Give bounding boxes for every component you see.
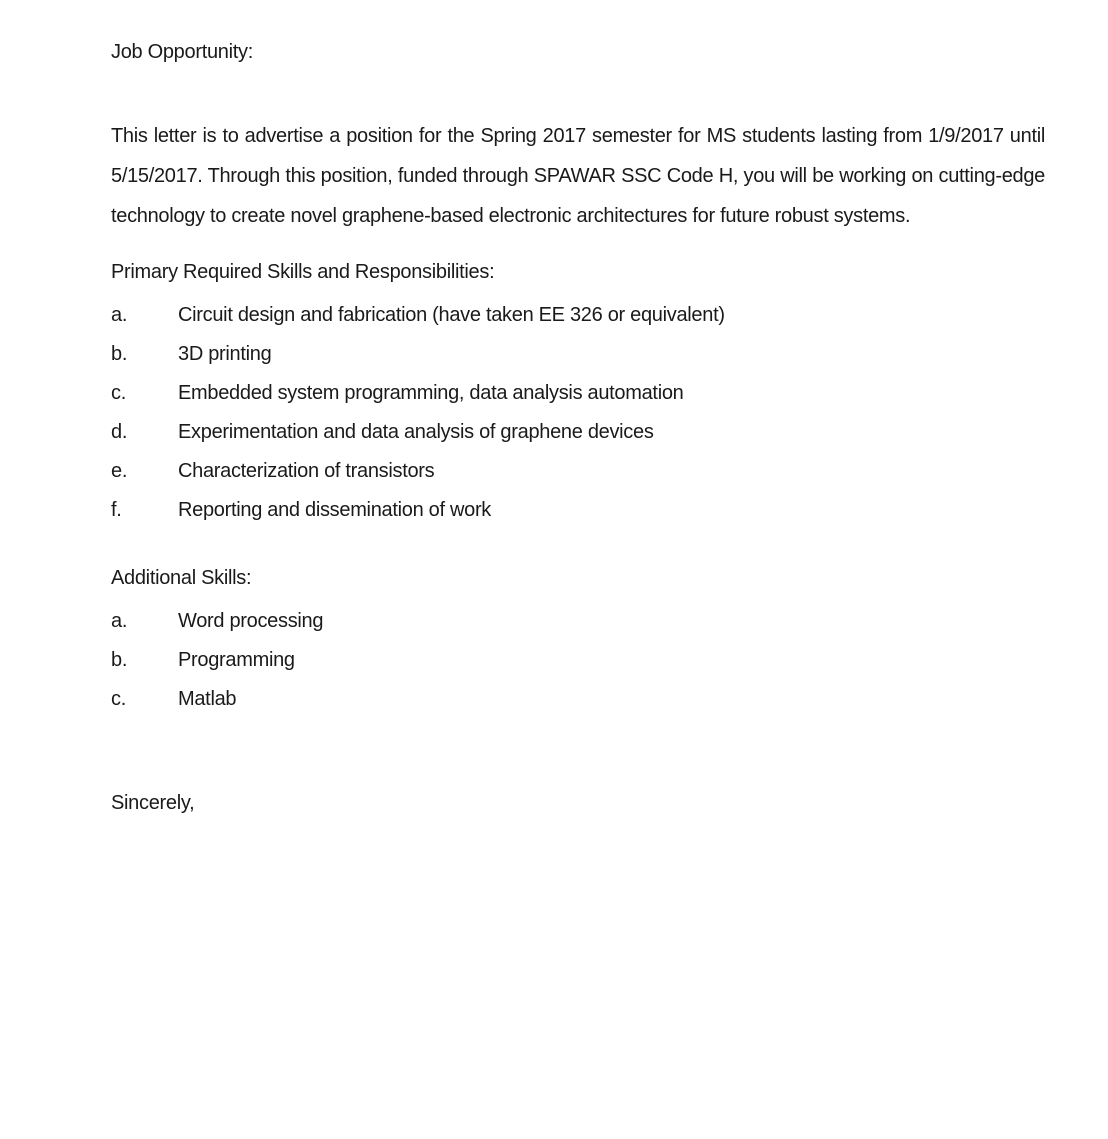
list-marker: d. [111,421,128,443]
additional-skills-list [111,602,1045,719]
list-item [111,296,1045,335]
list-marker: b. [111,343,128,365]
list-item [111,641,1045,680]
primary-skills-title: Primary Required Skills and Responsibilities: [111,261,495,283]
list-item [111,680,1045,719]
list-marker: b. [111,649,128,671]
list-item-text: Reporting and dissemination of work [178,499,492,521]
list-item [111,335,1045,374]
list-item-text: Experimentation and data analysis of graphene devices [178,421,654,443]
list-item-text: Programming [178,649,295,671]
list-item [111,602,1045,641]
list-item-text: Characterization of transistors [178,460,435,482]
letter-heading: Job Opportunity: [111,41,253,63]
list-marker: c. [111,382,126,404]
list-item-text: Word processing [178,610,324,632]
closing-line: Sincerely, [111,792,195,814]
list-item [111,452,1045,491]
list-item-text: Matlab [178,688,237,710]
additional-skills-title: Additional Skills: [111,567,252,589]
list-item [111,374,1045,413]
list-marker: a. [111,610,128,632]
list-marker: a. [111,304,128,326]
list-item [111,413,1045,452]
list-marker: f. [111,499,122,521]
list-item-text: 3D printing [178,343,272,365]
primary-skills-list [111,296,1045,530]
list-item [111,491,1045,530]
letter-body [111,38,1045,817]
intro-paragraph: This letter is to advertise a position for the Spring 2017 semester for MS students lasting from 1/9/2017 until 5/15/2017. Through this position, funded through SPAWAR SSC Code H, you will be working on cutting-edge technology to create novel graphene-based electronic architectures for future robust systems. [111,125,1045,227]
list-marker: c. [111,688,126,710]
list-item-text: Circuit design and fabrication (have taken EE 326 or equivalent) [178,304,725,326]
list-marker: e. [111,460,128,482]
list-item-text: Embedded system programming, data analysis automation [178,382,684,404]
